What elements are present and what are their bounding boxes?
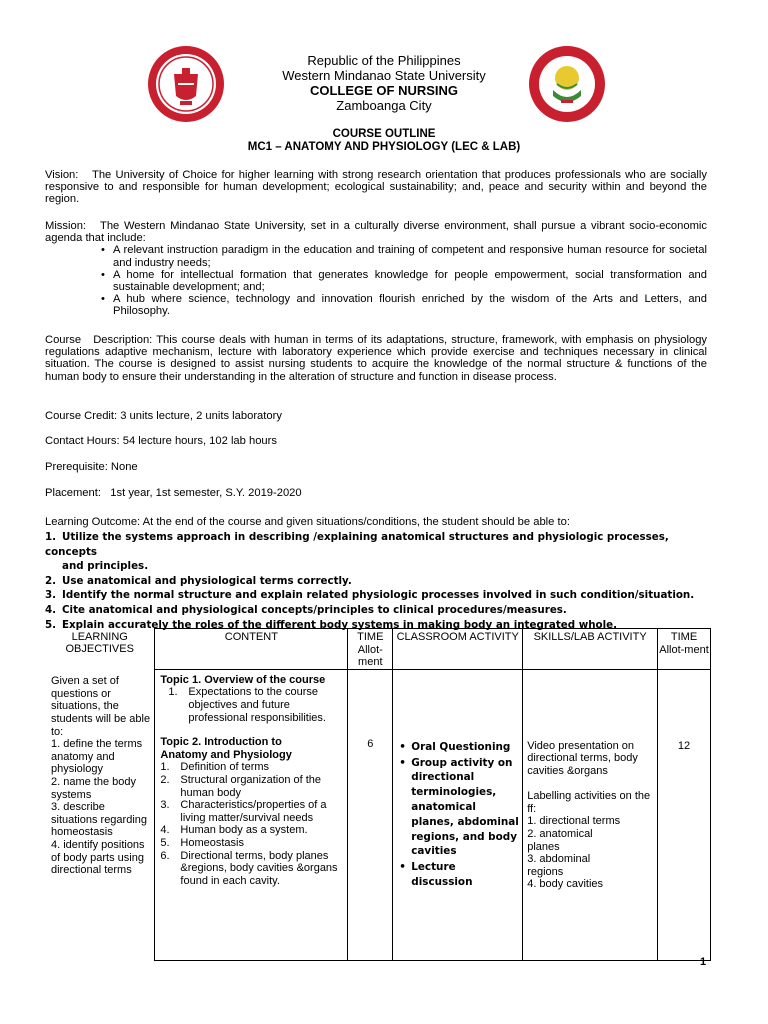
- college-name: COLLEGE OF NURSING: [309, 83, 459, 98]
- topic-item-number: 4.: [160, 824, 170, 837]
- outcome-text-cont: and principles.: [62, 560, 149, 573]
- topic-item: [160, 850, 343, 888]
- description-label: Course Description:: [45, 334, 153, 346]
- topic-item: [160, 824, 343, 837]
- topic-item-text: Homeostasis: [180, 836, 244, 849]
- outcome-text: Cite anatomical and physiological concepts/principles to clinical procedures/measures.: [62, 603, 567, 616]
- vision-section: [45, 169, 707, 206]
- outcome-item: [45, 603, 705, 618]
- course-code-title: MC1 – ANATOMY AND PHYSIOLOGY (LEC & LAB): [247, 141, 521, 153]
- outcome-text: Utilize the systems approach in describing /explaining anatomical structures and physiologic processes, concepts: [45, 531, 669, 558]
- header-skills-lab: SKILLS/LAB ACTIVITY: [523, 629, 658, 670]
- outcome-item: [45, 588, 705, 603]
- course-table: [45, 628, 711, 961]
- classroom-activity-cell: [393, 669, 523, 960]
- outcome-item: [45, 574, 705, 589]
- classroom-activity-list: [397, 740, 520, 890]
- time-lab-cell: 12: [658, 669, 711, 960]
- description-text: This course deals with human in terms of its adaptations, structure, framework, with emphasis on physiology regulations adaptive mechanism, lecture with laboratory experience which provide exercise and techniques necessary in clinical situation. The course is designed to assist nursing students to acquire the knowledge of the normal structure & functions of the human body to ensure their understanding in the alteration of structure and function in disease process.: [45, 334, 708, 383]
- topic-item: [160, 837, 343, 850]
- content-cell: [155, 669, 348, 960]
- course-credit: Course Credit: 3 units lecture, 2 units laboratory: [45, 410, 282, 422]
- course-title: [0, 128, 768, 154]
- header-content: CONTENT: [155, 629, 348, 670]
- header-time-lab: TIME Allot-ment: [658, 629, 711, 670]
- topic-item: [160, 774, 343, 799]
- topic-item: [160, 761, 343, 774]
- course-outline-heading: COURSE OUTLINE: [332, 128, 436, 140]
- mission-text: The Western Mindanao State University, set in a culturally diverse environment, shall pursue a vibrant socio-economic agenda that include:: [45, 220, 707, 245]
- city-line: Zamboanga City: [336, 98, 432, 113]
- topic1-title: Topic 1. Overview of the course: [160, 673, 326, 686]
- outcome-number: 5.: [45, 618, 57, 631]
- topic-item-text: Characteristics/properties of a living matter/survival needs: [180, 799, 327, 824]
- topic-item-text: Directional terms, body planes &regions, body cavities &organs found in each cavity.: [180, 849, 338, 887]
- placement: Placement: 1st year, 1st semester, S.Y. 2019-2020: [45, 487, 302, 499]
- mission-bullet: • A home for intellectual formation that generates knowledge for people empowerment, social transformation and sustainable development; and;: [101, 269, 707, 293]
- description-section: [45, 334, 707, 383]
- topic-item-number: 3.: [160, 799, 170, 812]
- mission-section: [45, 220, 707, 318]
- republic-line: Republic of the Philippines: [307, 53, 461, 68]
- classroom-activity-item: • Oral Questioning: [397, 740, 520, 755]
- outcome-number: 3.: [45, 589, 57, 602]
- table-header-row: [45, 629, 711, 670]
- vision-text: The University of Choice for higher learning with strong research orientation that produces professionals who are socially responsive to and responsible for human development; ecological sustainability; and, peace and security within and beyond the region.: [45, 169, 707, 206]
- page-number: 1: [700, 956, 707, 968]
- outcome-number: 2.: [45, 574, 57, 587]
- topic-item: [168, 686, 343, 724]
- topic1-list: [168, 686, 343, 724]
- outcome-item: [45, 530, 705, 574]
- skills-lab-cell: Video presentation on directional terms, body cavities &organs Labelling activities on the ff: 1. directional terms 2. anatomical planes 3. abdominal regions 4. body cavities: [523, 669, 658, 960]
- mission-label: Mission:: [45, 220, 87, 232]
- outcome-text: Explain accurately the roles of the different body systems in making body an integrated whole.: [62, 618, 618, 631]
- mission-bullet: • A hub where science, technology and innovation flourish enriched by the wisdom of the Arts and Letters, and Philosophy.: [101, 293, 707, 317]
- header-objectives: LEARNING OBJECTIVES: [65, 630, 134, 656]
- header-classroom-activity: CLASSROOM ACTIVITY: [393, 629, 523, 670]
- topic-item-text: Definition of terms: [180, 761, 270, 774]
- document-header: [0, 53, 768, 113]
- time-lecture-cell: 6: [348, 669, 393, 960]
- classroom-activity-item: • Lecture discussion: [397, 860, 520, 890]
- learning-outcome-intro: Learning Outcome: At the end of the course and given situations/conditions, the student should be able to:: [45, 516, 570, 528]
- classroom-activity-item: • Group activity on directional terminologies, anatomical planes, abdominal regions, and body cavities: [397, 756, 520, 860]
- outcome-number: 4.: [45, 603, 57, 616]
- topic-item-number: 2.: [160, 773, 170, 786]
- outcome-text: Use anatomical and physiological terms correctly.: [62, 574, 352, 587]
- university-name: Western Mindanao State University: [282, 68, 486, 83]
- vision-label: Vision:: [45, 169, 79, 181]
- topic-item-text: Expectations to the course objectives and future professional responsibilities.: [188, 686, 326, 724]
- mission-bullet: • A relevant instruction paradigm in the education and training of competent and responsive human resource for societal and industry needs;: [101, 244, 707, 268]
- topic-item: [160, 799, 343, 824]
- topic-item-text: Human body as a system.: [180, 824, 308, 837]
- topic-item-number: 1.: [160, 761, 170, 774]
- prerequisite: Prerequisite: None: [45, 461, 138, 473]
- outcome-text: Identify the normal structure and explain related physiologic processes involved in such condition/situation.: [62, 589, 695, 602]
- table-row: [45, 669, 711, 960]
- topic-item-number: 5.: [160, 836, 170, 849]
- contact-hours: Contact Hours: 54 lecture hours, 102 lab hours: [45, 435, 277, 447]
- header-time-lecture: TIME Allot-ment: [348, 629, 393, 670]
- learning-objectives-cell: Given a set of questions or situations, the students will be able to: 1. define the terms anatomy and physiology 2. name the body systems 3. describe situations regarding homeostasis 4. identify positions of body parts using directional terms: [51, 675, 151, 877]
- topic-item-number: 1.: [168, 686, 178, 699]
- learning-outcomes-list: [45, 530, 705, 632]
- topic-item-text: Structural organization of the human body: [180, 773, 322, 799]
- outcome-number: 1.: [45, 531, 57, 543]
- mission-bullets: [101, 244, 707, 317]
- topic2-list: [160, 761, 343, 887]
- topic2-title: Topic 2. Introduction to Anatomy and Physiology: [160, 736, 292, 761]
- topic-item-number: 6.: [160, 849, 170, 862]
